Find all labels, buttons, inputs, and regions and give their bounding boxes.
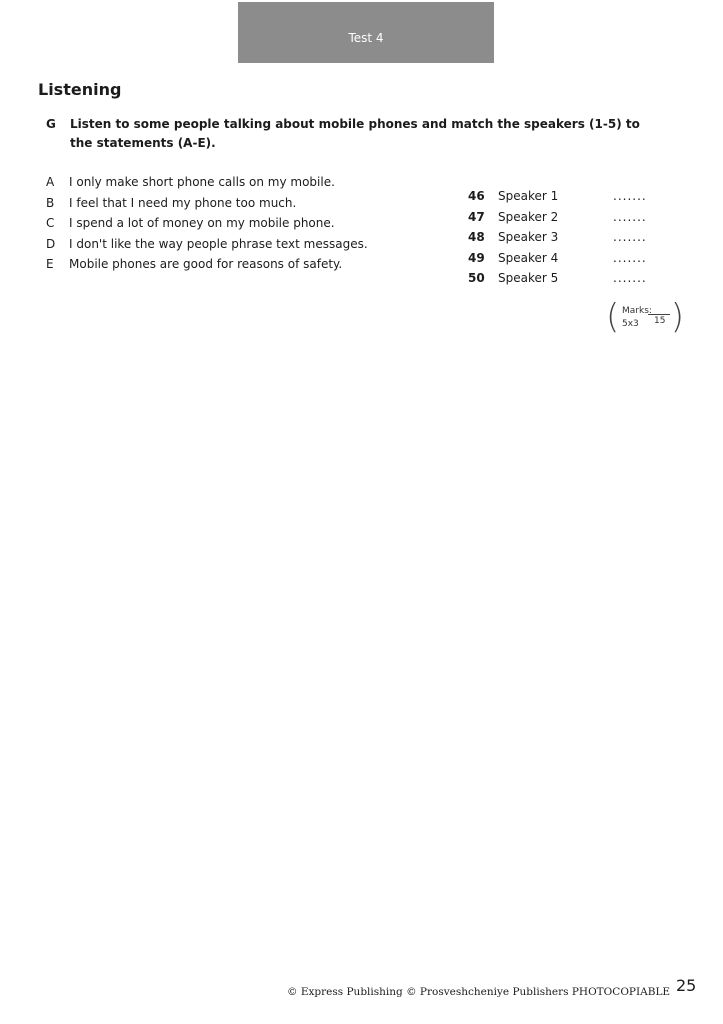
marks-box: [606, 297, 684, 338]
answer-blank[interactable]: .......: [613, 271, 647, 285]
statement-letter: E: [46, 257, 54, 271]
question-number: 47: [468, 209, 485, 224]
paren-right-icon: ): [670, 297, 684, 337]
marks-divisor: 5x3: [622, 319, 639, 329]
statement-letter: B: [46, 195, 55, 210]
task-text: Listen to some people talking about mobile phones and match the speakers (1-5) to the statements (A-E).: [70, 117, 640, 150]
statement-item: [46, 234, 426, 255]
answer-row: [468, 186, 668, 207]
answer-list: [468, 186, 668, 289]
speaker-label: Speaker 1: [498, 189, 559, 203]
copyright-notice: © Express Publishing © Prosveshcheniye Publishers PHOTOCOPIABLE: [287, 986, 671, 998]
statement-letter: A: [46, 175, 55, 189]
marks-label: Marks:: [622, 306, 652, 316]
statement-item: [46, 172, 426, 193]
statement-letter: C: [46, 216, 55, 230]
test-label: Test 4: [348, 30, 384, 45]
answer-row: [468, 207, 668, 228]
statement-item: [46, 213, 426, 234]
question-number: 46: [468, 189, 485, 203]
statement-text: I feel that I need my phone too much.: [69, 195, 297, 210]
speaker-label: Speaker 4: [498, 250, 559, 265]
answer-row: [468, 248, 668, 269]
statement-text: Mobile phones are good for reasons of safety.: [69, 257, 343, 271]
page-number: 25: [676, 976, 697, 995]
paren-left-icon: (: [606, 297, 620, 337]
answer-blank[interactable]: .......: [613, 230, 647, 244]
test-header-tab: [238, 2, 494, 63]
task-letter: G: [46, 117, 56, 131]
section-title: Listening: [38, 80, 122, 99]
statement-text: I only make short phone calls on my mobile.: [69, 175, 335, 189]
question-number: 48: [468, 230, 485, 244]
answer-blank[interactable]: .......: [613, 189, 647, 203]
speaker-label: Speaker 5: [498, 271, 559, 285]
statement-list: [46, 172, 426, 275]
answer-blank[interactable]: .......: [613, 209, 647, 224]
speaker-label: Speaker 3: [498, 230, 559, 244]
task-instruction: [46, 115, 646, 153]
statement-letter: D: [46, 236, 56, 251]
statement-item: [46, 254, 426, 275]
statement-text: I don't like the way people phrase text messages.: [69, 236, 368, 251]
answer-row: [468, 268, 668, 289]
question-number: 49: [468, 250, 485, 265]
marks-total: 15: [654, 316, 666, 326]
statement-text: I spend a lot of money on my mobile phone.: [69, 216, 335, 230]
answer-row: [468, 227, 668, 248]
speaker-label: Speaker 2: [498, 209, 559, 224]
answer-blank[interactable]: .......: [613, 250, 647, 265]
statement-item: [46, 193, 426, 214]
marks-line: [648, 314, 670, 315]
question-number: 50: [468, 271, 485, 285]
